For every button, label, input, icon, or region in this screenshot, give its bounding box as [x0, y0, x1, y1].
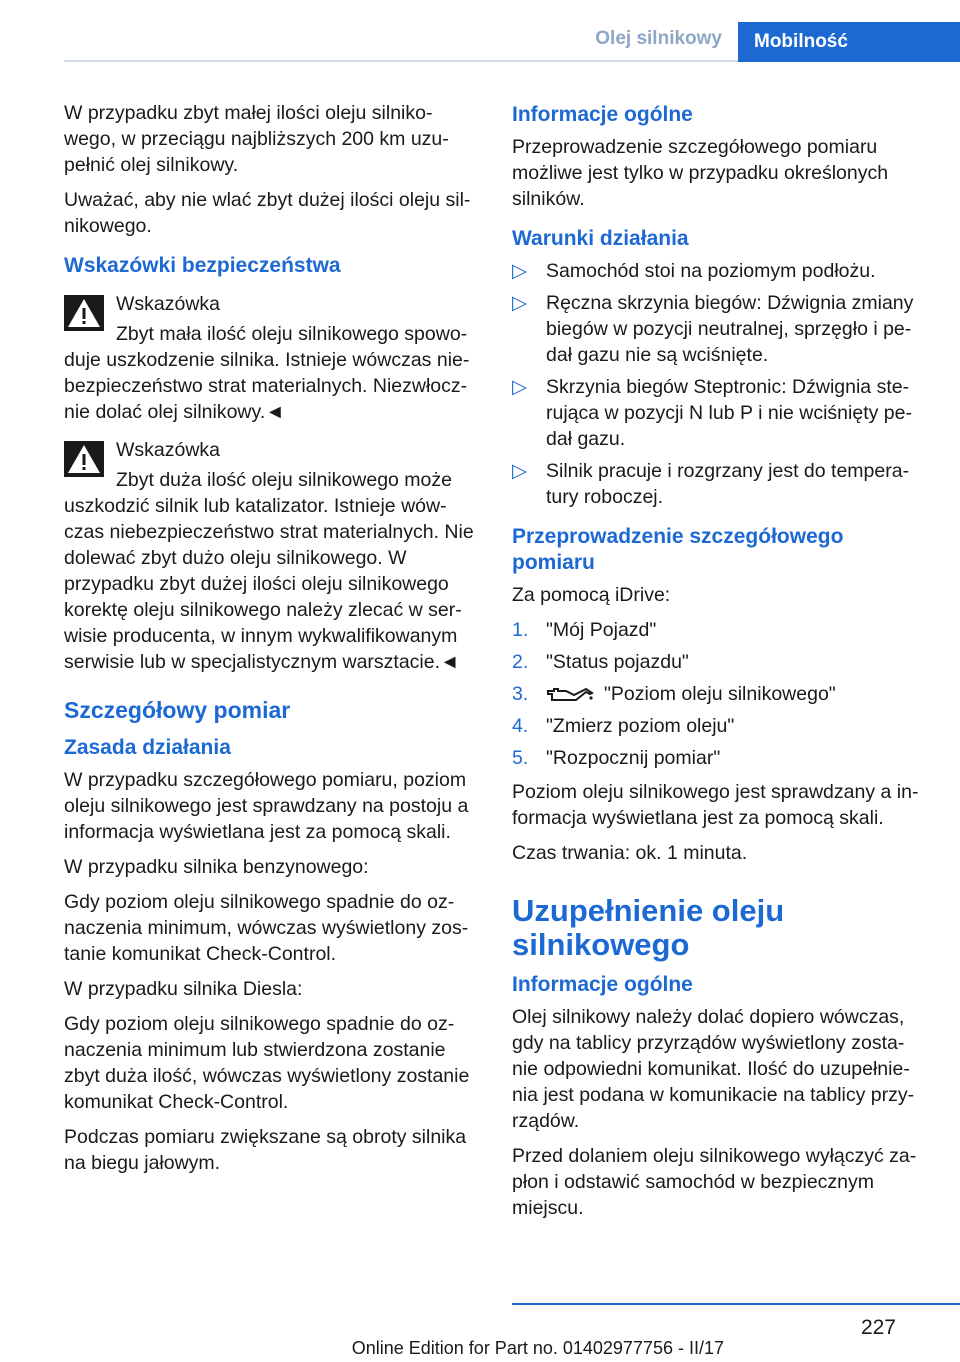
warning-block	[64, 291, 478, 425]
bullet-marker: ▷	[512, 292, 527, 314]
warning-title: Wskazówka	[116, 293, 221, 315]
list-item: 1. "Mój Pojazd"	[512, 619, 657, 641]
paragraph: Poziom oleju silnikowego jest sprawdzany a in‐formacja wyświetlana jest za pomocą skali.	[512, 781, 919, 829]
footer-edition: Online Edition for Part no. 01402977756 - II/17	[351, 1338, 724, 1358]
header-section-title: Olej silnikowy	[595, 28, 722, 49]
warning-triangle-icon	[64, 295, 104, 331]
list-item: ▷ Samochód stoi na poziomym podłożu.	[512, 260, 876, 282]
paragraph: W przypadku silnika benzynowego:	[64, 856, 369, 878]
page-number: 227	[860, 1316, 896, 1339]
list-item: 5. "Rozpocznij pomiar"	[512, 747, 721, 769]
heading-principle: Zasada działania	[64, 736, 231, 759]
heading-top-up-oil: Uzupełnienie oleju silnikowego	[512, 893, 785, 962]
list-item: 3. "Poziom oleju silnikowego"	[512, 683, 836, 705]
left-column	[64, 100, 478, 1185]
list-item: ▷ Silnik pracuje i rozgrzany jest do tempera‐tury roboczej.	[512, 460, 910, 508]
warning-triangle-icon	[64, 441, 104, 477]
heading-perform-measurement: Przeprowadzenie szczegółowego pomiaru	[512, 525, 844, 574]
paragraph: W przypadku zbyt małej ilości oleju silniko‐wego, w przeciągu najbliższych 200 km uzu‐pełnić olej silnikowy.	[64, 102, 449, 176]
right-column	[512, 100, 926, 1230]
header-chapter-tab: Mobilność	[738, 22, 960, 62]
paragraph: Czas trwania: ok. 1 minuta.	[512, 842, 748, 864]
warning-text: Zbyt mała ilość oleju silnikowego spowo‐duje uszkodzenie silnika. Istnieje wówczas nie‐bezpieczeństwo strat materialnych. Niezwłocz‐nie dolać olej silnikowy.◄	[64, 323, 470, 423]
list-item: ▷ Ręczna skrzynia biegów: Dźwignia zmiany biegów w pozycji neutralnej, sprzęgło i pe‐dał gazu nie są wciśnięte.	[512, 292, 914, 366]
heading-conditions: Warunki działania	[512, 227, 689, 250]
heading-general-info: Informacje ogólne	[512, 973, 693, 996]
paragraph: Gdy poziom oleju silnikowego spadnie do oz‐naczenia minimum, wówczas wyświetlony zos‐tanie komunikat Check-Control.	[64, 891, 469, 965]
bullet-marker: ▷	[512, 260, 527, 282]
heading-general-info: Informacje ogólne	[512, 103, 693, 126]
heading-safety: Wskazówki bezpieczeństwa	[64, 254, 341, 277]
footer-rule	[512, 1303, 960, 1305]
warning-text: Zbyt duża ilość oleju silnikowego może uszkodzić silnik lub katalizator. Istnieje wów‐czas niebezpieczeństwo strat materialnych. Nie dolewać zbyt dużo oleju silnikowego. W przypadku zbyt dużej ilości oleju silnikowego korektę oleju silnikowego należy zlecać w ser‐wisie producenta, w innym wykwalifikowanym serwisie lub w specjalistycznym warsztacie.◄	[64, 469, 474, 673]
paragraph: Uważać, aby nie wlać zbyt dużej ilości oleju sil‐nikowego.	[64, 189, 471, 237]
conditions-list	[512, 258, 926, 510]
heading-detailed-measurement: Szczegółowy pomiar	[64, 697, 291, 723]
paragraph: Przeprowadzenie szczegółowego pomiaru możliwe jest tylko w przypadku określonych silników.	[512, 136, 889, 210]
paragraph: Gdy poziom oleju silnikowego spadnie do oz‐naczenia minimum lub stwierdzona zostanie zbyt duża ilość, wówczas wyświetlony zostanie komunikat Check-Control.	[64, 1013, 470, 1113]
bullet-marker: ▷	[512, 376, 527, 398]
paragraph: W przypadku silnika Diesla:	[64, 978, 303, 1000]
paragraph: W przypadku szczegółowego pomiaru, poziom oleju silnikowego jest sprawdzany na postoju a informacja wyświetlana jest za pomocą skali.	[64, 769, 469, 843]
warning-block	[64, 437, 478, 675]
list-item: ▷ Skrzynia biegów Steptronic: Dźwignia ste‐rująca w pozycji N lub P i nie wciśnięty pe‐dał gazu.	[512, 376, 912, 450]
bullet-marker: ▷	[512, 460, 527, 482]
paragraph: Przed dolaniem oleju silnikowego wyłączyć za‐płon i odstawić samochód w bezpiecznym miejscu.	[512, 1145, 917, 1219]
paragraph: Olej silnikowy należy dolać dopiero wówczas, gdy na tablicy przyrządów wyświetlony zosta‐nie odpowiedni komunikat. Ilość do uzupełnie‐nia jest podana w komunikacie na tablicy przy‐rządów.	[512, 1006, 915, 1132]
warning-title: Wskazówka	[116, 439, 221, 461]
steps-list	[512, 617, 926, 771]
paragraph: Podczas pomiaru zwiększane są obroty silnika na biegu jałowym.	[64, 1126, 467, 1174]
list-item: 2. "Status pojazdu"	[512, 651, 689, 673]
list-item: 4. "Zmierz poziom oleju"	[512, 715, 735, 737]
oil-can-icon	[546, 685, 594, 705]
paragraph: Za pomocą iDrive:	[512, 584, 671, 606]
